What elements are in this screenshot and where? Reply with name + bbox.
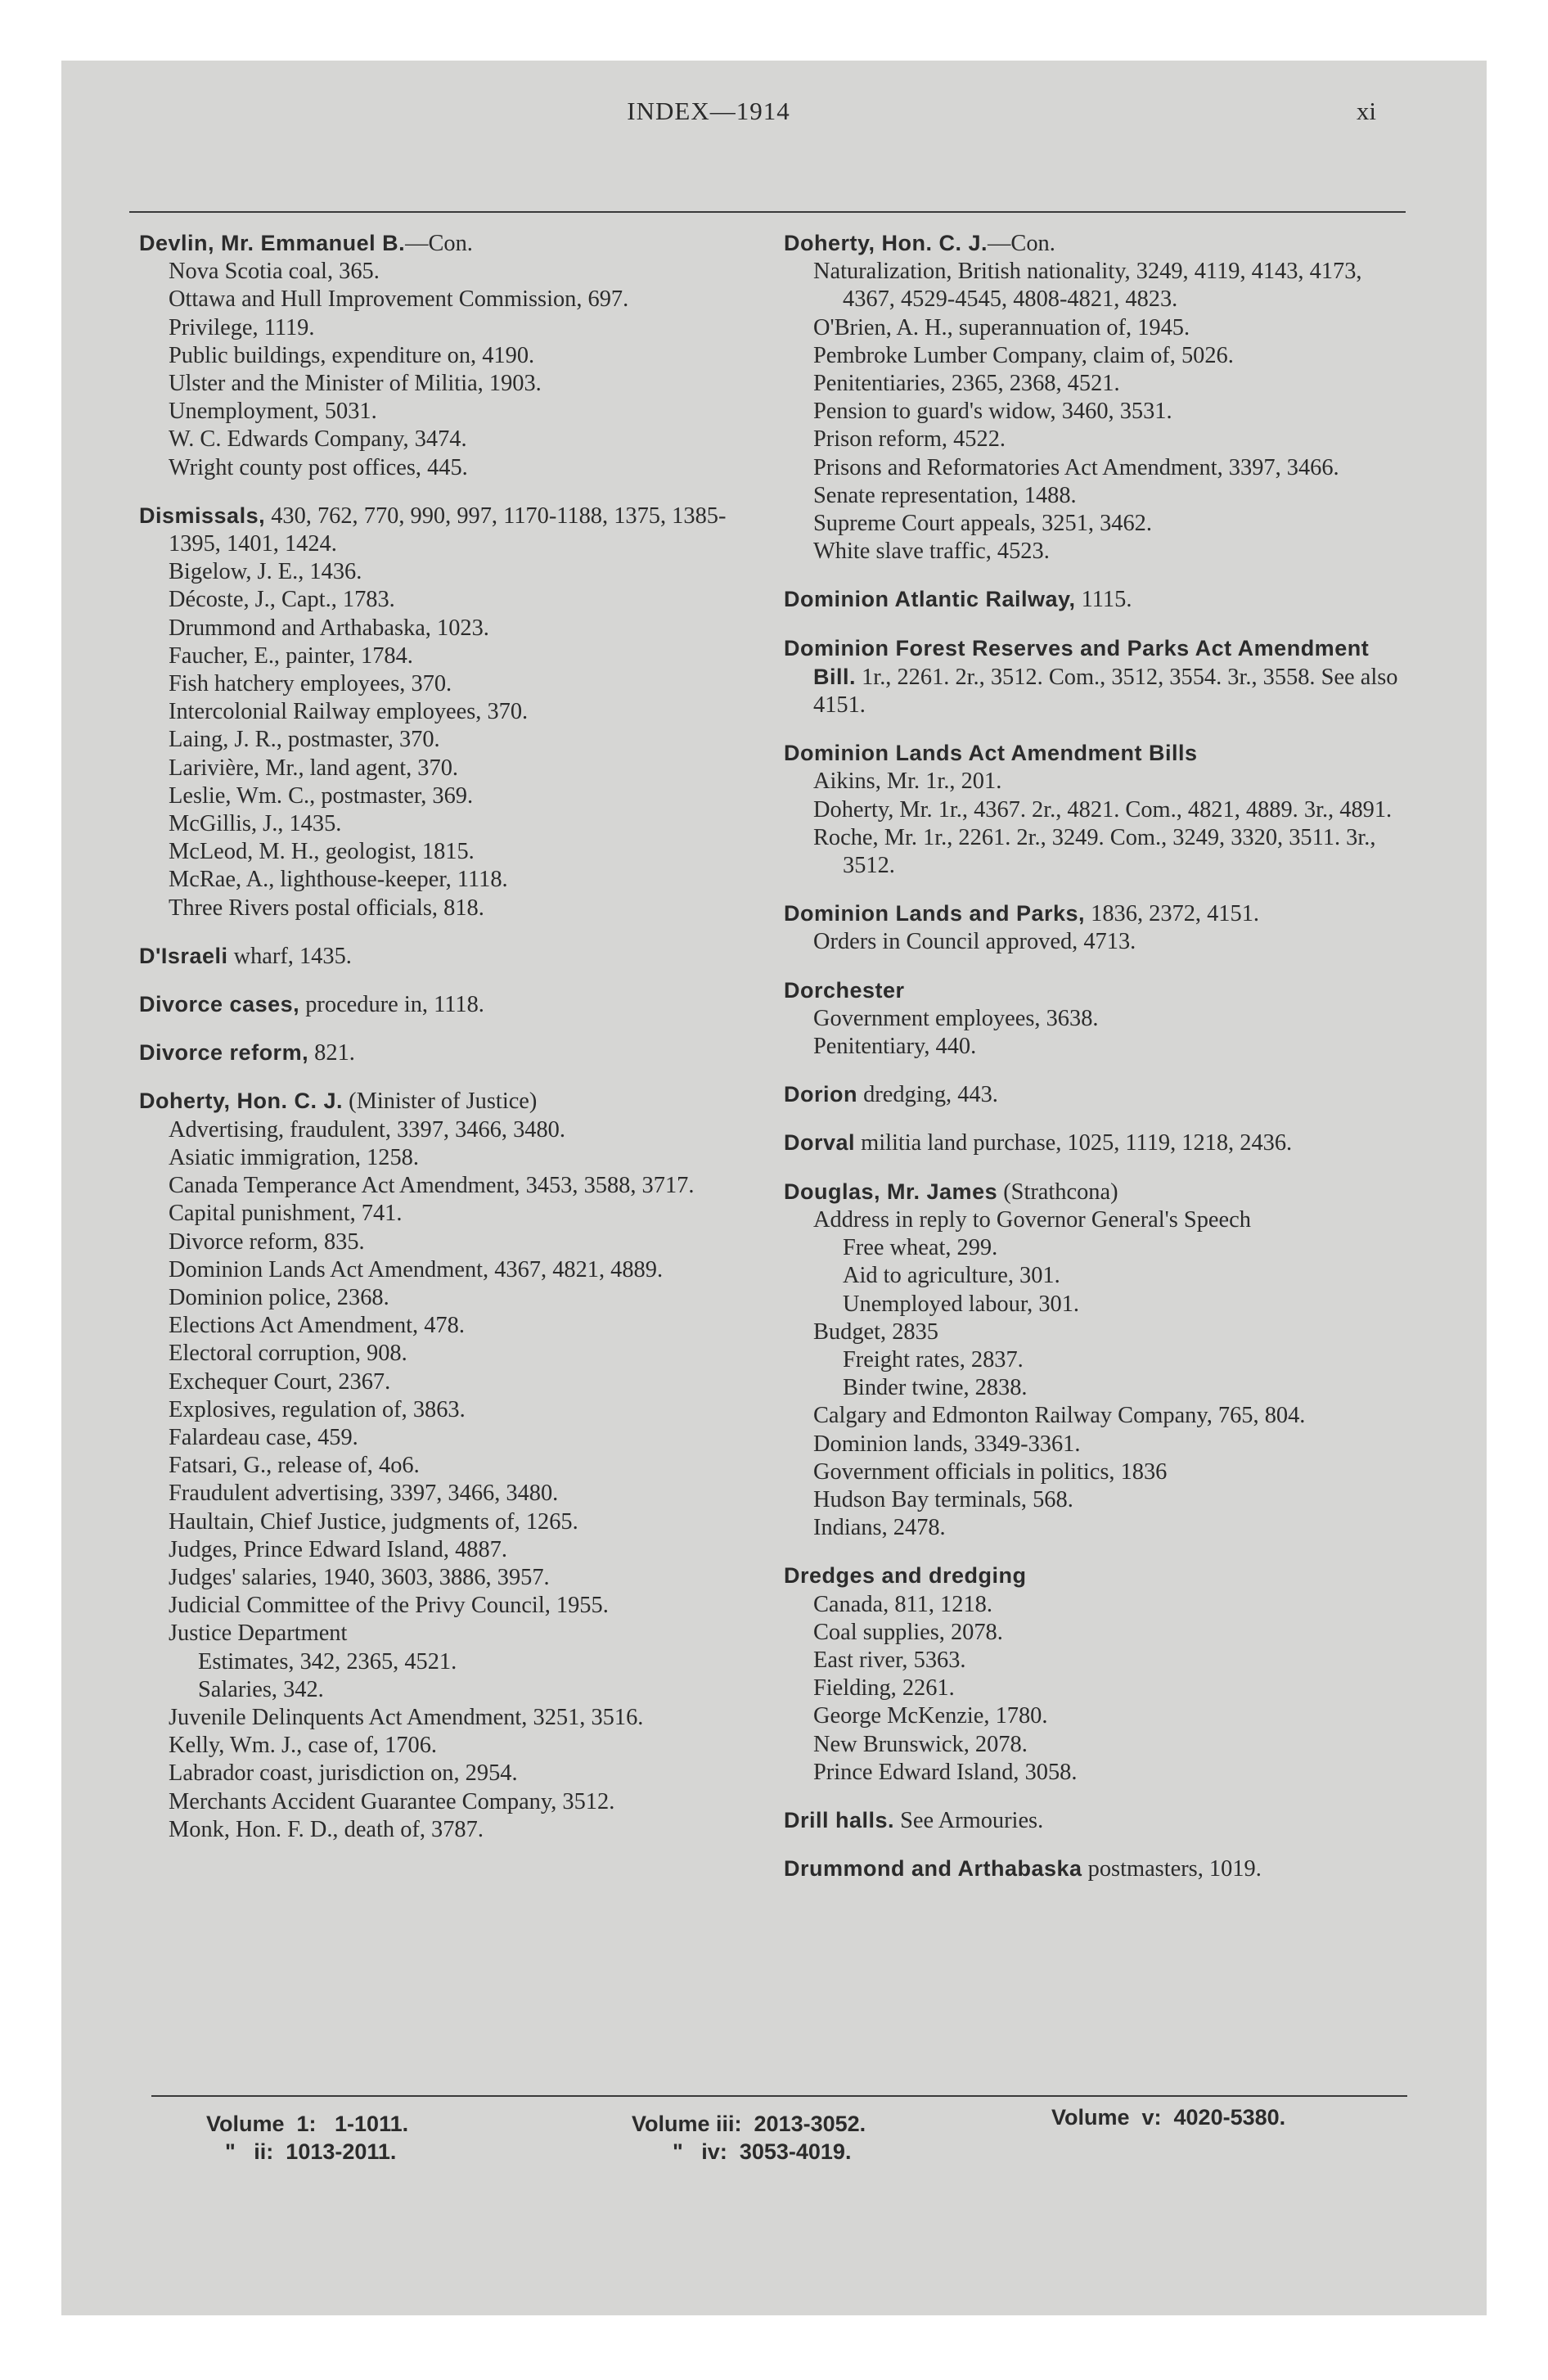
sub-subentry: Estimates, 342, 2365, 4521. <box>198 1648 457 1675</box>
entry-heading-tail: postmasters, 1019. <box>1082 1856 1262 1882</box>
entry-heading-line <box>139 942 766 971</box>
entry-heading: Dredges and dredging <box>784 1563 1027 1589</box>
subentry: East river, 5363. <box>813 1647 966 1673</box>
subentry: Judicial Committee of the Privy Council, 1955. <box>169 1593 609 1619</box>
entry-heading-tail: dredging, 443. <box>857 1082 998 1108</box>
subentry: Larivière, Mr., land agent, 370. <box>169 755 458 781</box>
entry-heading-line <box>784 1129 1406 1157</box>
sub-subentry: Salaries, 342. <box>198 1676 324 1702</box>
subentry: Aikins, Mr. 1r., 201. <box>813 769 1002 795</box>
subentry: Canada Temperance Act Amendment, 3453, 3588, 3717. <box>169 1173 695 1199</box>
subentry: Electoral corruption, 908. <box>169 1341 407 1367</box>
subentry: Naturalization, British nationality, 3249, 4119, 4143, 4173, 4367, 4529-4545, 4808-4821, 4823. <box>813 259 1362 313</box>
subentry: Judges' salaries, 1940, 3603, 3886, 3957. <box>169 1564 550 1590</box>
subentry: Laing, J. R., postmaster, 370. <box>169 727 440 753</box>
subentry: Bigelow, J. E., 1436. <box>169 559 362 585</box>
subentry: Government employees, 3638. <box>813 1005 1099 1031</box>
page-number: xi <box>1356 97 1376 125</box>
entry-heading-line <box>784 976 1406 1005</box>
entry-heading: Douglas, Mr. James <box>784 1179 998 1204</box>
footer-volume-5: Volume v: 4020-5380. <box>1051 2105 1286 2130</box>
subentry: Haultain, Chief Justice, judgments of, 1265. <box>169 1508 578 1535</box>
subentry: Dominion lands, 3349-3361. <box>813 1431 1081 1457</box>
subentry: Juvenile Delinquents Act Amendment, 3251, 3516. <box>169 1704 644 1730</box>
index-entry <box>784 739 1406 880</box>
index-entry <box>139 229 766 482</box>
entry-heading: Dominion Forest Reserves and Parks Act Amendment Bill. <box>784 635 1370 689</box>
right-index-column <box>784 229 1406 1883</box>
entry-heading-line <box>784 739 1406 768</box>
entry-heading-tail: militia land purchase, 1025, 1119, 1218, 2436. <box>855 1130 1293 1156</box>
entry-heading-line <box>784 1178 1406 1206</box>
index-entry <box>139 502 766 922</box>
entry-heading: Dismissals, <box>139 503 266 528</box>
subentry: McRae, A., lighthouse-keeper, 1118. <box>169 867 508 893</box>
entry-heading-tail: (Strathcona) <box>997 1179 1118 1205</box>
entry-heading-tail: 430, 762, 770, 990, 997, 1170-1188, 1375, 1385-1395, 1401, 1424. <box>169 503 727 557</box>
footer-rule <box>151 2095 1407 2097</box>
subentry: Advertising, fraudulent, 3397, 3466, 3480. <box>169 1116 565 1143</box>
subentry: Fraudulent advertising, 3397, 3466, 3480. <box>169 1481 559 1507</box>
subentry: Hudson Bay terminals, 568. <box>813 1486 1073 1512</box>
entry-heading-tail: (Minister of Justice) <box>343 1089 538 1115</box>
subentry: Pembroke Lumber Company, claim of, 5026. <box>813 342 1234 368</box>
subentry: Prisons and Reformatories Act Amendment, 3397, 3466. <box>813 454 1339 480</box>
entry-heading-tail: 1r., 2261. 2r., 3512. Com., 3512, 3554. 3r., 3558. See also 4151. <box>813 664 1398 719</box>
index-entry <box>784 976 1406 1062</box>
entry-heading: Dorval <box>784 1130 856 1156</box>
entry-heading-tail: See Armouries. <box>894 1807 1044 1833</box>
subentry: Dominion police, 2368. <box>169 1284 389 1310</box>
entry-heading-line <box>784 229 1406 258</box>
index-entry <box>784 229 1406 566</box>
sub-subentry: Free wheat, 299. <box>843 1235 998 1261</box>
subentry: Privilege, 1119. <box>169 314 315 340</box>
sub-subentry: Binder twine, 2838. <box>843 1375 1028 1401</box>
entry-heading: Dorchester <box>784 977 905 1003</box>
subentry: Canada, 811, 1218. <box>813 1591 992 1617</box>
index-entry <box>784 1178 1406 1543</box>
index-entry <box>784 1855 1406 1883</box>
entry-heading: Doherty, Hon. C. J. <box>139 1089 344 1114</box>
sub-subentry: Freight rates, 2837. <box>843 1346 1024 1373</box>
entry-heading: Divorce reform, <box>139 1040 309 1066</box>
entry-heading-tail: wharf, 1435. <box>227 943 352 969</box>
subentry: New Brunswick, 2078. <box>813 1731 1028 1757</box>
index-entry <box>139 942 766 971</box>
subentry: Capital punishment, 741. <box>169 1201 403 1227</box>
entry-heading-line <box>784 1806 1406 1835</box>
entry-heading: Dominion Atlantic Railway, <box>784 587 1076 612</box>
entry-heading-tail: 1836, 2372, 4151. <box>1085 901 1259 927</box>
entry-heading-line <box>139 502 766 558</box>
subentry: Intercolonial Railway employees, 370. <box>169 699 529 725</box>
sub-subentry: Unemployed labour, 301. <box>843 1291 1080 1317</box>
subentry: Prison reform, 4522. <box>813 426 1006 453</box>
index-entry <box>139 1087 766 1843</box>
entry-heading-line <box>784 1562 1406 1590</box>
left-index-column <box>139 229 766 1844</box>
subentry: Penitentiaries, 2365, 2368, 4521. <box>813 371 1120 397</box>
entry-heading-tail: —Con. <box>988 231 1055 256</box>
entry-heading: Dominion Lands Act Amendment Bills <box>784 741 1198 766</box>
subentry: Divorce reform, 835. <box>169 1228 365 1255</box>
entry-heading: Divorce cases, <box>139 992 300 1017</box>
index-entry <box>784 1080 1406 1109</box>
entry-heading-line <box>139 1087 766 1116</box>
subentry: Senate representation, 1488. <box>813 482 1077 508</box>
subentry: Roche, Mr. 1r., 2261. 2r., 3249. Com., 3249, 3320, 3511. 3r., 3512. <box>813 824 1376 879</box>
subentry: Calgary and Edmonton Railway Company, 765, 804. <box>813 1403 1306 1429</box>
page-header <box>0 97 1548 146</box>
subentry: Justice Department <box>169 1620 348 1647</box>
subentry: Exchequer Court, 2367. <box>169 1368 391 1395</box>
subentry: Coal supplies, 2078. <box>813 1619 1003 1645</box>
subentry: Falardeau case, 459. <box>169 1424 358 1450</box>
subentry: Fielding, 2261. <box>813 1675 955 1702</box>
entry-heading-line <box>139 229 766 258</box>
entry-heading: Drill halls. <box>784 1807 895 1832</box>
subentry: Pension to guard's widow, 3460, 3531. <box>813 399 1172 425</box>
subentry: Monk, Hon. F. D., death of, 3787. <box>169 1816 484 1842</box>
entry-heading-line <box>784 634 1406 720</box>
subentry: Ottawa and Hull Improvement Commission, 697. <box>169 286 629 313</box>
footer-volume-3: Volume iii: 2013-3052. <box>632 2112 866 2136</box>
entry-heading-line <box>784 585 1406 614</box>
index-entry <box>784 585 1406 614</box>
entry-heading: D'Israeli <box>139 943 228 968</box>
subentry: Orders in Council approved, 4713. <box>813 929 1136 955</box>
entry-heading-tail: 821. <box>308 1040 355 1066</box>
subentry: McGillis, J., 1435. <box>169 811 342 837</box>
sub-subentry: Aid to agriculture, 301. <box>843 1263 1060 1289</box>
subentry: Ulster and the Minister of Militia, 1903. <box>169 371 542 397</box>
entry-heading-line <box>784 1080 1406 1109</box>
subentry: Prince Edward Island, 3058. <box>813 1759 1078 1785</box>
subentry: Wright county post offices, 445. <box>169 454 468 480</box>
subentry: Public buildings, expenditure on, 4190. <box>169 342 535 368</box>
entry-heading-line <box>139 1039 766 1067</box>
subentry: Elections Act Amendment, 478. <box>169 1313 465 1339</box>
footer-volume-2: " ii: 1013-2011. <box>225 2139 397 2164</box>
entry-heading: Doherty, Hon. C. J. <box>784 231 988 255</box>
entry-heading-line <box>784 1855 1406 1883</box>
subentry: Fatsari, G., release of, 4o6. <box>169 1453 420 1479</box>
subentry: Fish hatchery employees, 370. <box>169 671 452 697</box>
subentry: Drummond and Arthabaska, 1023. <box>169 615 489 641</box>
entry-heading-tail: procedure in, 1118. <box>299 992 484 1018</box>
index-entry <box>784 634 1406 720</box>
subentry: Doherty, Mr. 1r., 4367. 2r., 4821. Com., 4821, 4889. 3r., 4891. <box>813 796 1393 823</box>
entry-heading-tail: 1115. <box>1075 587 1132 613</box>
subentry: Kelly, Wm. J., case of, 1706. <box>169 1733 438 1759</box>
subentry: Merchants Accident Guarantee Company, 3512. <box>169 1788 615 1814</box>
subentry: Judges, Prince Edward Island, 4887. <box>169 1536 507 1562</box>
footer-volume-4: " iv: 3053-4019. <box>673 2139 852 2164</box>
subentry: Budget, 2835 <box>813 1318 938 1345</box>
subentry: George McKenzie, 1780. <box>813 1703 1048 1729</box>
index-entry <box>784 1562 1406 1787</box>
header-rule <box>129 211 1406 213</box>
index-entry <box>784 1129 1406 1157</box>
entry-heading-line <box>139 990 766 1019</box>
entry-heading: Devlin, Mr. Emmanuel B. <box>139 231 406 255</box>
entry-heading: Dorion <box>784 1082 857 1107</box>
entry-heading-line <box>784 899 1406 928</box>
index-entry <box>139 1039 766 1067</box>
subentry: Three Rivers postal officials, 818. <box>169 895 484 921</box>
subentry: Leslie, Wm. C., postmaster, 369. <box>169 782 474 809</box>
subentry: White slave traffic, 4523. <box>813 539 1050 565</box>
running-title: INDEX—1914 <box>627 97 790 125</box>
subentry: Nova Scotia coal, 365. <box>169 259 380 285</box>
subentry: Labrador coast, jurisdiction on, 2954. <box>169 1760 518 1787</box>
subentry: Address in reply to Governor General's Speech <box>813 1206 1251 1233</box>
index-entry <box>784 1806 1406 1835</box>
index-entry <box>139 990 766 1019</box>
subentry: W. C. Edwards Company, 3474. <box>169 426 467 453</box>
subentry: Décoste, J., Capt., 1783. <box>169 587 395 613</box>
subentry: Explosives, regulation of, 3863. <box>169 1396 466 1422</box>
subentry: Unemployment, 5031. <box>169 399 377 425</box>
subentry: Asiatic immigration, 1258. <box>169 1144 419 1170</box>
subentry: McLeod, M. H., geologist, 1815. <box>169 839 475 865</box>
subentry: O'Brien, A. H., superannuation of, 1945. <box>813 314 1190 340</box>
subentry: Penitentiary, 440. <box>813 1034 977 1060</box>
entry-heading-tail: —Con. <box>405 231 473 256</box>
entry-heading: Dominion Lands and Parks, <box>784 901 1086 926</box>
subentry: Supreme Court appeals, 3251, 3462. <box>813 511 1152 537</box>
subentry: Dominion Lands Act Amendment, 4367, 4821, 4889. <box>169 1256 664 1282</box>
footer-volume-1: Volume 1: 1-1011. <box>206 2112 409 2136</box>
index-entry <box>784 899 1406 956</box>
entry-heading: Drummond and Arthabaska <box>784 1856 1082 1882</box>
subentry: Government officials in politics, 1836 <box>813 1458 1168 1485</box>
subentry: Indians, 2478. <box>813 1515 946 1541</box>
subentry: Faucher, E., painter, 1784. <box>169 642 413 669</box>
